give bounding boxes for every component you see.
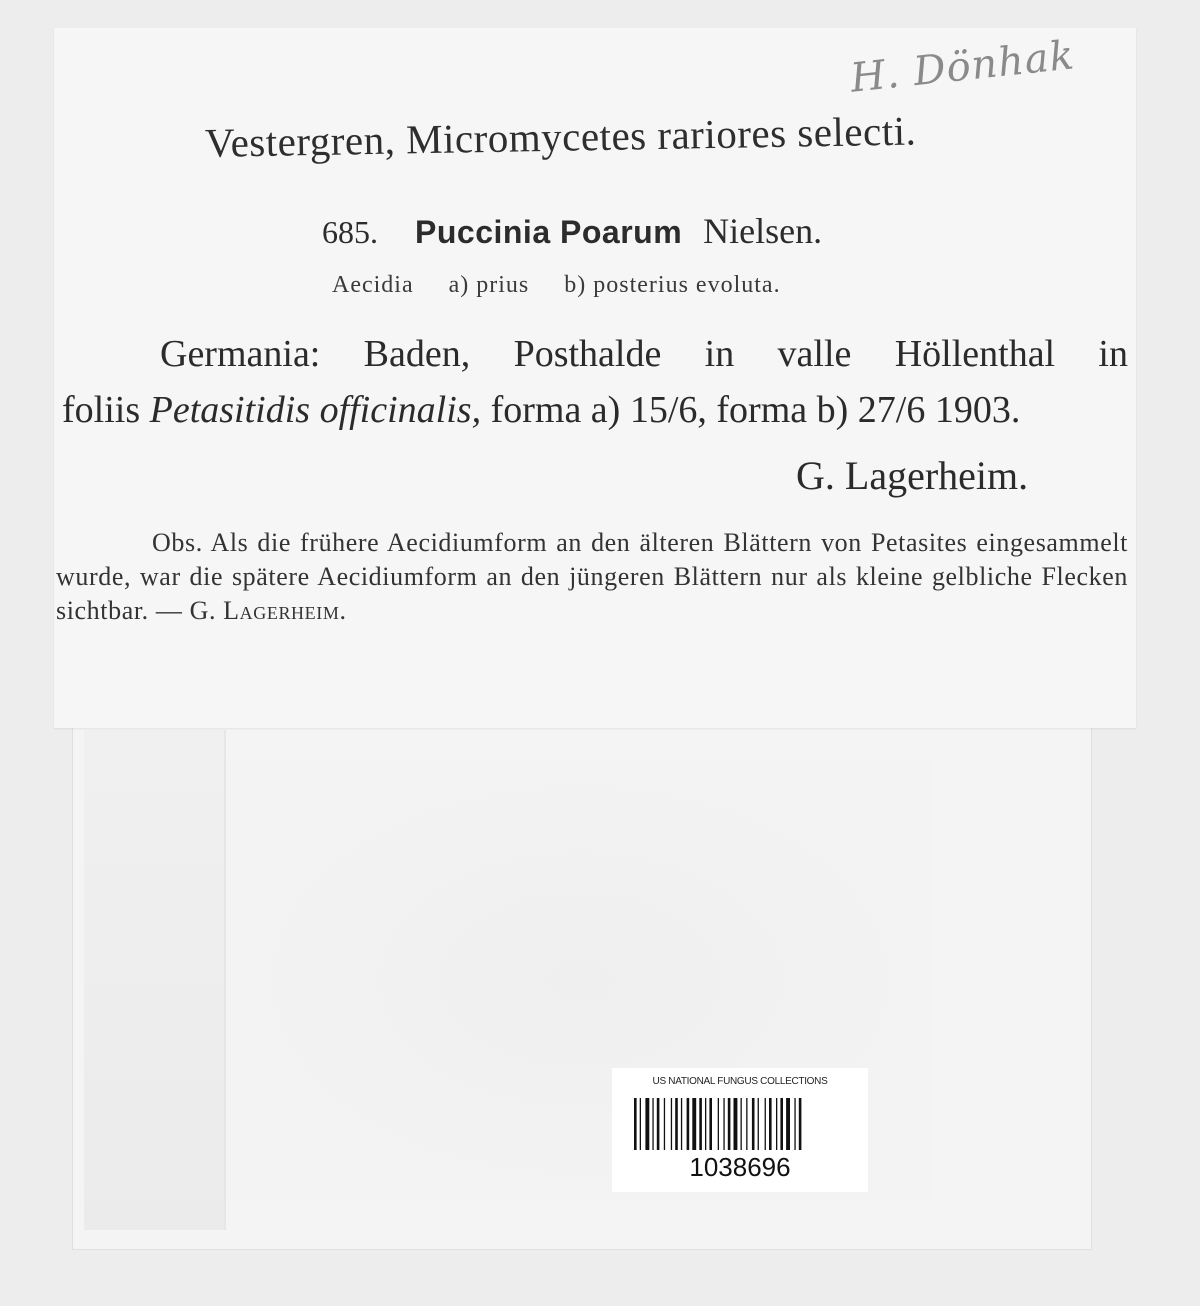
barcode-number: 1038696 [689,1152,791,1182]
aecidia-word: Aecidia [332,272,414,298]
exsiccata-number: 685. [322,214,378,250]
species-line [322,210,822,252]
handwritten-annotation: H. Dönhak [848,32,1077,102]
locality-text [62,326,1128,438]
series-title: Vestergren, Micromycetes rariores selecti. [204,107,917,166]
locality-dates: forma a) 15/6, forma b) 27/6 1903. [481,389,1021,431]
locality-line-2 [62,382,1128,438]
aecidia-form-b: b) posterius evoluta. [564,272,781,298]
aecidia-form-a: a) prius [448,272,530,298]
host-name: Petasitidis officinalis, [149,389,482,431]
species-author: Nielsen. [703,211,823,251]
barcode-label [612,1068,868,1192]
locality-foliis: foliis [62,389,150,431]
envelope-flap [84,730,226,1230]
obs-signature: G. Lagerheim. [189,596,347,625]
barcode-icon [634,1098,848,1150]
locality-line-1: Germania: Baden, Posthalde in valle Höllenthal in [160,333,1128,375]
aecidia-line [332,272,809,299]
obs-label: Obs. [152,528,203,557]
obs-text: Als die frühere Aecidiumform an den älteren Blättern von Petasites eingesammelt wurde, war die spätere Aecidiumform an den jüngeren Blättern nur als kleine gelbliche Flecken sichtbar. — [56,528,1128,625]
collector: G. Lagerheim. [796,453,1029,498]
observation-note [56,526,1128,628]
barcode-caption: US NATIONAL FUNGUS COLLECTIONS [652,1076,828,1087]
species-name: Puccinia Poarum [415,214,683,250]
